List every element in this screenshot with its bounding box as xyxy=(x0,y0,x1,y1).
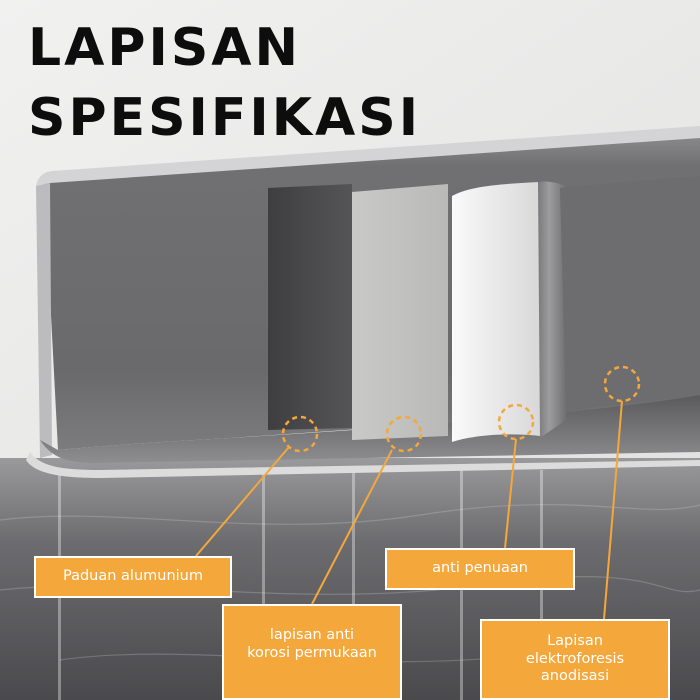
callout-label-line-1: lapisan anti xyxy=(269,627,355,644)
callout-lapisan-anti-korosi xyxy=(222,604,402,700)
callout-label-line-2: korosi permukaan xyxy=(247,645,377,661)
callout-label-line-3: anodisasi xyxy=(540,668,610,685)
callout-anti-penuaan xyxy=(385,548,575,590)
callout-label-line-1: Lapisan xyxy=(547,632,603,649)
page-title-line-2: SPESIFIKASI xyxy=(28,88,422,148)
callout-label-line-2: elektroforesis xyxy=(525,650,625,667)
callout-label: anti penuaan xyxy=(432,560,528,577)
page-title-line-1: LAPISAN xyxy=(28,18,302,78)
callout-label: Paduan alumunium xyxy=(62,568,203,585)
callout-paduan-alumunium xyxy=(34,556,232,598)
callout-lapisan-elektroforesis xyxy=(480,619,670,700)
